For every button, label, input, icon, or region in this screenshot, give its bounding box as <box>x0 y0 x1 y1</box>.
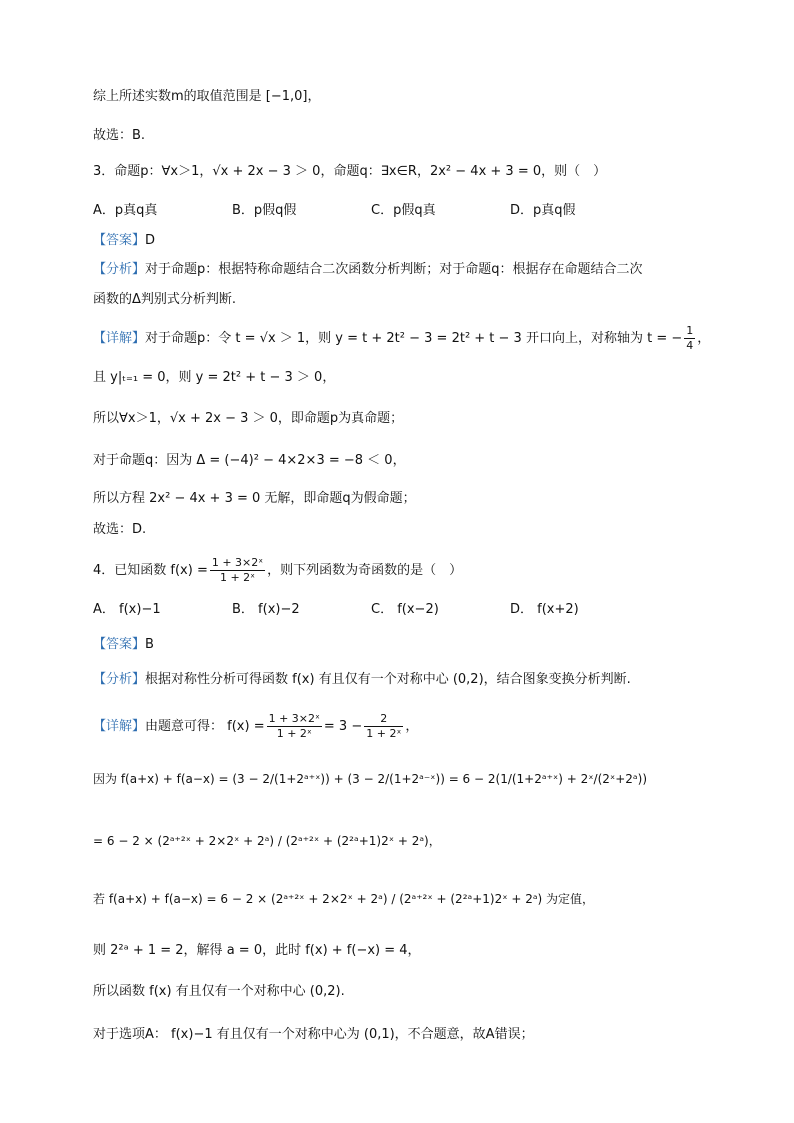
fraction: $\frac{\text{1 + 3×2ˣ}}{\text{1 + 2ˣ}}$ <box>211 556 264 584</box>
answer-value: B <box>145 637 154 652</box>
solution-tag: 【详解】 <box>93 331 146 346</box>
text-line: 且 y|ₜ₌₁ = 0，则 y = 2t² + t − 3 ＞ 0， <box>93 370 336 385</box>
text-line: 所以方程 2x² − 4x + 3 = 0 无解，即命题q为假命题； <box>93 491 416 506</box>
solution-tag: 【详解】 <box>93 719 146 734</box>
text-line: 所以∀x＞1，√x + 2x − 3 ＞ 0，即命题p为真命题； <box>93 411 404 426</box>
analysis-text: 对于命题p：根据特称命题结合二次函数分析判断；对于命题q：根据存在命题结合二次 <box>145 262 643 277</box>
answer-tag: 【答案】 <box>93 637 146 652</box>
text-line: 对于选项A： f(x)−1 有且仅有一个对称中心为 (0,1)，不合题意，故A错误； <box>93 1027 534 1042</box>
text-line: = 6 − 2 × (2ᵃ⁺²ˣ + 2×2ˣ + 2ᵃ) / (2ᵃ⁺²ˣ + (2²ᵃ+1)2ˣ + 2ᵃ)， <box>93 834 441 848</box>
text-line: 函数的Δ判别式分析判断. <box>93 292 237 307</box>
fraction: $\frac{2}{\text{1 + 2ˣ}}$ <box>366 712 402 740</box>
text-line: 若 f(a+x) + f(a−x) = 6 − 2 × (2ᵃ⁺²ˣ + 2×2ˣ + 2ᵃ) / (2ᵃ⁺²ˣ + (2²ᵃ+1)2ˣ + 2ᵃ) 为定值， <box>93 892 595 906</box>
option-a: A．p真q真 <box>93 203 158 218</box>
option-b: B．p假q假 <box>232 203 297 218</box>
fraction: $\frac{\text{1 + 3×2ˣ}}{\text{1 + 2ˣ}}$ <box>268 712 320 740</box>
text-line: 对于命题q：因为 Δ = (−4)² − 4×2×3 = −8 ＜ 0， <box>93 453 406 468</box>
text-line: 故选：D. <box>93 522 147 537</box>
option-d: D． f(x+2) <box>510 602 579 617</box>
analysis-line <box>93 671 631 689</box>
fraction: $\frac{1}{4}$ <box>686 324 694 352</box>
answer-line <box>93 636 154 654</box>
question-4: 4．已知函数 f(x) = $\frac{\text{1 + 3×2ˣ}}{\text{1 + 2ˣ}}$ ，则下列函数为奇函数的是（ ） <box>93 556 463 584</box>
solution-line: 【详解】对于命题p：令 t = √x ＞ 1，则 y = t + 2t² − 3 = 2t² + t − 3 开口向上，对称轴为 t = − $\frac{1}{4}$ ， <box>93 324 711 352</box>
answer-value: D <box>145 233 156 248</box>
answer-tag: 【答案】 <box>93 233 146 248</box>
analysis-tag: 【分析】 <box>93 262 146 277</box>
text-line: 因为 f(a+x) + f(a−x) = (3 − 2/(1+2ᵃ⁺ˣ)) + (3 − 2/(1+2ᵃ⁻ˣ)) = 6 − 2(1/(1+2ᵃ⁺ˣ) + 2ˣ/(2ˣ+2ᵃ)) <box>93 772 647 786</box>
option-a: A． f(x)−1 <box>93 602 161 617</box>
answer-line <box>93 232 155 250</box>
solution-text: 对于命题p：令 t = √x ＞ 1，则 y = t + 2t² − 3 = 2t² + t − 3 开口向上，对称轴为 t = − <box>145 331 683 346</box>
analysis-tag: 【分析】 <box>93 672 146 687</box>
solution-line: 【详解】由题意可得： f(x) = $\frac{\text{1 + 3×2ˣ}}{\text{1 + 2ˣ}}$ = 3 − $\frac{2}{\text{1 + 2ˣ}}$ ， <box>93 712 419 740</box>
option-c: C． f(x−2) <box>371 602 439 617</box>
text-line: 故选：B. <box>93 128 146 143</box>
question-3: 3．命题p：∀x＞1，√x + 2x − 3 ＞ 0，命题q：∃x∈R，2x² − 4x + 3 = 0，则（ ） <box>93 164 607 179</box>
analysis-text: 根据对称性分析可得函数 f(x) 有且仅有一个对称中心 (0,2)，结合图象变换分析判断. <box>145 672 631 687</box>
option-b: B． f(x)−2 <box>232 602 300 617</box>
text-line: 则 2²ᵃ + 1 = 2，解得 a = 0，此时 f(x) + f(−x) = 4， <box>93 943 421 958</box>
text-line: 综上所述实数m的取值范围是 [−1,0]， <box>93 89 321 104</box>
option-d: D．p真q假 <box>510 203 576 218</box>
text-line: 所以函数 f(x) 有且仅有一个对称中心 (0,2). <box>93 984 345 999</box>
option-c: C．p假q真 <box>371 203 436 218</box>
analysis-line <box>93 261 643 279</box>
